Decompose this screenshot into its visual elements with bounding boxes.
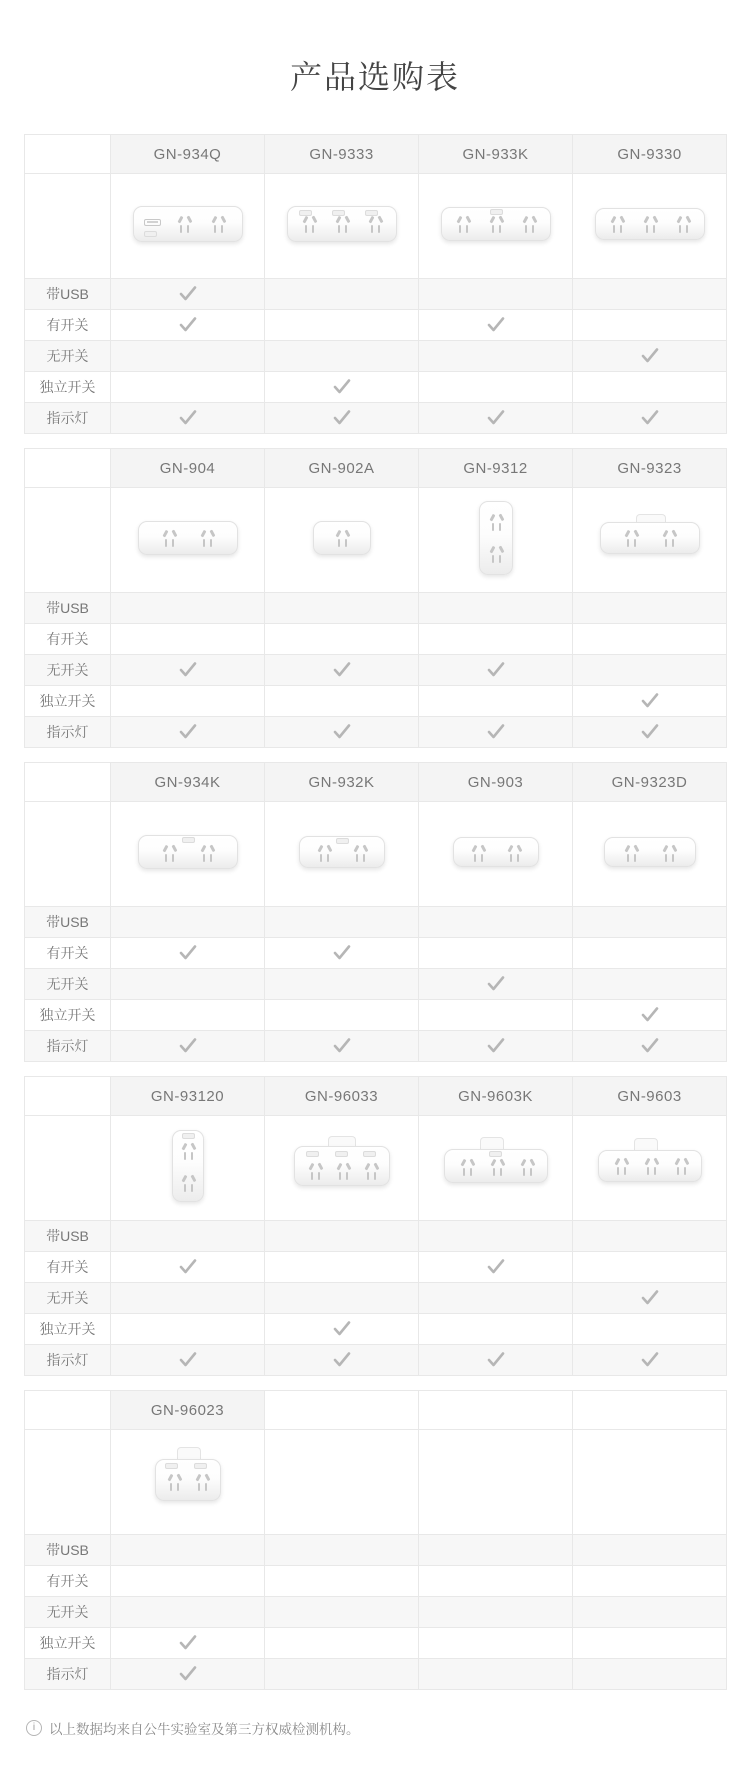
corner-cell xyxy=(25,1116,111,1221)
check-icon xyxy=(178,1257,198,1277)
feature-mark xyxy=(419,1566,573,1597)
feature-row xyxy=(25,1345,727,1376)
feature-row xyxy=(25,969,727,1000)
feature-mark xyxy=(265,624,419,655)
feature-row xyxy=(25,1535,727,1566)
corner-cell xyxy=(25,763,111,802)
feature-row xyxy=(25,372,727,403)
model-header-row xyxy=(25,135,727,174)
feature-row xyxy=(25,1314,727,1345)
feature-label: 指示灯 xyxy=(25,1345,111,1376)
feature-label: 有开关 xyxy=(25,1252,111,1283)
product-image-gn-9323d xyxy=(573,802,727,907)
check-icon xyxy=(332,1350,352,1370)
model-header-row xyxy=(25,449,727,488)
model-name: GN-9312 xyxy=(419,449,573,488)
feature-mark xyxy=(265,310,419,341)
feature-mark xyxy=(573,279,727,310)
spec-table-group-1 xyxy=(24,134,727,434)
feature-mark xyxy=(573,1535,727,1566)
check-icon xyxy=(640,691,660,711)
feature-mark xyxy=(573,372,727,403)
model-name: GN-96033 xyxy=(265,1077,419,1116)
product-image-row xyxy=(25,488,727,593)
feature-mark xyxy=(265,1221,419,1252)
model-header-row xyxy=(25,1077,727,1116)
feature-row xyxy=(25,279,727,310)
feature-mark xyxy=(419,1031,573,1062)
socket-illustration xyxy=(441,207,551,241)
product-image-gn-9333 xyxy=(265,174,419,279)
socket-illustration xyxy=(604,837,696,867)
feature-mark xyxy=(573,403,727,434)
product-image-gn-903 xyxy=(419,802,573,907)
feature-row xyxy=(25,1283,727,1314)
feature-mark xyxy=(111,593,265,624)
model-name: GN-903 xyxy=(419,763,573,802)
feature-mark xyxy=(111,1659,265,1690)
feature-row xyxy=(25,907,727,938)
socket-illustration xyxy=(294,1146,390,1186)
feature-mark xyxy=(265,1566,419,1597)
check-icon xyxy=(332,660,352,680)
product-image-gn-9330 xyxy=(573,174,727,279)
feature-mark xyxy=(111,1345,265,1376)
check-icon xyxy=(332,1319,352,1339)
model-name: GN-93120 xyxy=(111,1077,265,1116)
check-icon xyxy=(640,1036,660,1056)
spec-table-group-5 xyxy=(24,1390,727,1690)
feature-mark xyxy=(573,593,727,624)
feature-label: 带USB xyxy=(25,593,111,624)
model-name: GN-902A xyxy=(265,449,419,488)
feature-mark xyxy=(419,1659,573,1690)
feature-label: 有开关 xyxy=(25,310,111,341)
check-icon xyxy=(640,1350,660,1370)
feature-row xyxy=(25,341,727,372)
check-icon xyxy=(486,974,506,994)
feature-mark xyxy=(573,1221,727,1252)
feature-mark xyxy=(265,686,419,717)
feature-mark xyxy=(419,1345,573,1376)
model-header-row xyxy=(25,1391,727,1430)
feature-mark xyxy=(419,1000,573,1031)
feature-mark xyxy=(111,1535,265,1566)
product-image-gn-9323 xyxy=(573,488,727,593)
product-image-gn-933k xyxy=(419,174,573,279)
feature-label: 无开关 xyxy=(25,655,111,686)
check-icon xyxy=(332,943,352,963)
feature-mark xyxy=(265,907,419,938)
feature-mark xyxy=(419,717,573,748)
feature-row xyxy=(25,1566,727,1597)
feature-mark xyxy=(573,938,727,969)
feature-mark xyxy=(265,1314,419,1345)
feature-mark xyxy=(573,1283,727,1314)
feature-label: 有开关 xyxy=(25,624,111,655)
model-name: GN-934Q xyxy=(111,135,265,174)
feature-row xyxy=(25,717,727,748)
check-icon xyxy=(178,284,198,304)
feature-mark xyxy=(419,655,573,686)
feature-label: 指示灯 xyxy=(25,1031,111,1062)
feature-row xyxy=(25,624,727,655)
feature-mark xyxy=(111,1031,265,1062)
product-image-gn-9312 xyxy=(419,488,573,593)
feature-label: 无开关 xyxy=(25,969,111,1000)
feature-mark xyxy=(419,341,573,372)
feature-mark xyxy=(419,1283,573,1314)
feature-mark xyxy=(111,655,265,686)
model-name: GN-932K xyxy=(265,763,419,802)
check-icon xyxy=(486,1257,506,1277)
feature-mark xyxy=(419,279,573,310)
socket-illustration xyxy=(600,522,700,554)
feature-label: 独立开关 xyxy=(25,686,111,717)
check-icon xyxy=(332,377,352,397)
model-name: GN-904 xyxy=(111,449,265,488)
feature-mark xyxy=(111,1566,265,1597)
feature-mark xyxy=(265,341,419,372)
corner-cell xyxy=(25,449,111,488)
feature-mark xyxy=(419,1597,573,1628)
feature-row xyxy=(25,686,727,717)
feature-label: 独立开关 xyxy=(25,372,111,403)
feature-mark xyxy=(111,403,265,434)
feature-mark xyxy=(419,403,573,434)
feature-mark xyxy=(111,717,265,748)
feature-mark xyxy=(265,717,419,748)
check-icon xyxy=(486,408,506,428)
model-name: GN-9333 xyxy=(265,135,419,174)
footnote-text: 以上数据均来自公牛实验室及第三方权威检测机构。 xyxy=(49,1722,360,1737)
model-name: GN-9603K xyxy=(419,1077,573,1116)
feature-mark xyxy=(265,1535,419,1566)
spec-table-group-3 xyxy=(24,762,727,1062)
spec-table-group-4 xyxy=(24,1076,727,1376)
feature-mark xyxy=(111,310,265,341)
socket-illustration xyxy=(138,521,238,555)
feature-mark xyxy=(573,686,727,717)
feature-mark xyxy=(573,624,727,655)
empty-cell xyxy=(419,1430,573,1535)
feature-mark xyxy=(419,372,573,403)
feature-mark xyxy=(573,717,727,748)
socket-illustration xyxy=(444,1149,548,1183)
product-image-row xyxy=(25,1430,727,1535)
feature-mark xyxy=(419,1314,573,1345)
feature-mark xyxy=(265,938,419,969)
feature-mark xyxy=(419,686,573,717)
model-header-row xyxy=(25,763,727,802)
info-icon: i xyxy=(26,1720,42,1736)
feature-mark xyxy=(265,593,419,624)
socket-illustration xyxy=(155,1459,221,1501)
check-icon xyxy=(332,1036,352,1056)
feature-mark xyxy=(573,1628,727,1659)
feature-label: 无开关 xyxy=(25,1597,111,1628)
check-icon xyxy=(178,660,198,680)
check-icon xyxy=(486,660,506,680)
feature-mark xyxy=(573,1345,727,1376)
model-name: GN-933K xyxy=(419,135,573,174)
feature-label: 带USB xyxy=(25,279,111,310)
socket-illustration xyxy=(133,206,243,242)
check-icon xyxy=(178,943,198,963)
feature-mark xyxy=(419,969,573,1000)
feature-mark xyxy=(111,624,265,655)
feature-mark xyxy=(419,1221,573,1252)
check-icon xyxy=(486,722,506,742)
feature-mark xyxy=(265,1031,419,1062)
model-name-empty xyxy=(419,1391,573,1430)
feature-row xyxy=(25,1597,727,1628)
feature-label: 带USB xyxy=(25,1535,111,1566)
corner-cell xyxy=(25,488,111,593)
feature-label: 带USB xyxy=(25,1221,111,1252)
model-name: GN-9603 xyxy=(573,1077,727,1116)
product-image-row xyxy=(25,174,727,279)
check-icon xyxy=(178,315,198,335)
feature-row xyxy=(25,655,727,686)
feature-row xyxy=(25,1000,727,1031)
feature-mark xyxy=(419,938,573,969)
check-icon xyxy=(332,408,352,428)
feature-label: 有开关 xyxy=(25,938,111,969)
product-image-gn-934k xyxy=(111,802,265,907)
product-image-gn-9603 xyxy=(573,1116,727,1221)
feature-mark xyxy=(111,1597,265,1628)
feature-mark xyxy=(573,1659,727,1690)
check-icon xyxy=(486,1350,506,1370)
product-image-gn-934q xyxy=(111,174,265,279)
feature-row xyxy=(25,1659,727,1690)
feature-mark xyxy=(265,279,419,310)
feature-mark xyxy=(573,1597,727,1628)
feature-mark xyxy=(573,310,727,341)
feature-mark xyxy=(265,1659,419,1690)
feature-mark xyxy=(265,1283,419,1314)
model-name: GN-96023 xyxy=(111,1391,265,1430)
feature-mark xyxy=(265,1345,419,1376)
feature-row xyxy=(25,1252,727,1283)
product-image-gn-96023 xyxy=(111,1430,265,1535)
feature-mark xyxy=(111,1221,265,1252)
check-icon xyxy=(178,1633,198,1653)
feature-mark xyxy=(573,1000,727,1031)
feature-label: 无开关 xyxy=(25,341,111,372)
feature-mark xyxy=(111,1000,265,1031)
feature-label: 带USB xyxy=(25,907,111,938)
feature-label: 独立开关 xyxy=(25,1628,111,1659)
feature-row xyxy=(25,593,727,624)
feature-mark xyxy=(265,1000,419,1031)
corner-cell xyxy=(25,1077,111,1116)
socket-illustration xyxy=(479,501,513,575)
product-image-gn-932k xyxy=(265,802,419,907)
check-icon xyxy=(640,408,660,428)
feature-mark xyxy=(111,1252,265,1283)
feature-mark xyxy=(573,1031,727,1062)
feature-mark xyxy=(419,310,573,341)
product-image-row xyxy=(25,802,727,907)
empty-cell xyxy=(573,1430,727,1535)
feature-mark xyxy=(111,372,265,403)
product-image-gn-96033 xyxy=(265,1116,419,1221)
socket-illustration xyxy=(313,521,371,555)
feature-mark xyxy=(419,624,573,655)
model-name: GN-9323D xyxy=(573,763,727,802)
check-icon xyxy=(332,722,352,742)
feature-mark xyxy=(111,969,265,1000)
feature-label: 指示灯 xyxy=(25,1659,111,1690)
feature-label: 指示灯 xyxy=(25,717,111,748)
feature-mark xyxy=(265,1252,419,1283)
corner-cell xyxy=(25,802,111,907)
feature-mark xyxy=(573,341,727,372)
feature-mark xyxy=(111,686,265,717)
feature-mark xyxy=(419,593,573,624)
socket-illustration xyxy=(453,837,539,867)
feature-mark xyxy=(419,1628,573,1659)
feature-label: 独立开关 xyxy=(25,1314,111,1345)
check-icon xyxy=(178,408,198,428)
feature-mark xyxy=(265,1597,419,1628)
feature-label: 有开关 xyxy=(25,1566,111,1597)
feature-row xyxy=(25,938,727,969)
check-icon xyxy=(486,315,506,335)
page-title: 产品选购表 xyxy=(289,59,460,95)
spec-table-group-2 xyxy=(24,448,727,748)
feature-mark xyxy=(573,1252,727,1283)
socket-illustration xyxy=(287,206,397,242)
socket-illustration xyxy=(598,1150,702,1182)
feature-mark xyxy=(111,938,265,969)
corner-cell xyxy=(25,135,111,174)
feature-mark xyxy=(265,1628,419,1659)
feature-row xyxy=(25,403,727,434)
socket-illustration xyxy=(595,208,705,240)
socket-illustration xyxy=(172,1130,204,1202)
check-icon xyxy=(178,1036,198,1056)
feature-label: 独立开关 xyxy=(25,1000,111,1031)
socket-illustration xyxy=(299,836,385,868)
check-icon xyxy=(640,1288,660,1308)
feature-mark xyxy=(573,1566,727,1597)
feature-mark xyxy=(573,969,727,1000)
corner-cell xyxy=(25,174,111,279)
feature-mark xyxy=(265,969,419,1000)
feature-mark xyxy=(265,655,419,686)
feature-row xyxy=(25,1031,727,1062)
product-image-gn-9603k xyxy=(419,1116,573,1221)
feature-row xyxy=(25,1628,727,1659)
empty-cell xyxy=(265,1430,419,1535)
model-name: GN-9323 xyxy=(573,449,727,488)
feature-row xyxy=(25,1221,727,1252)
product-image-gn-902a xyxy=(265,488,419,593)
product-image-gn-93120 xyxy=(111,1116,265,1221)
check-icon xyxy=(178,1350,198,1370)
feature-row xyxy=(25,310,727,341)
feature-label: 无开关 xyxy=(25,1283,111,1314)
feature-mark xyxy=(573,907,727,938)
feature-mark xyxy=(573,655,727,686)
product-image-row xyxy=(25,1116,727,1221)
feature-mark xyxy=(111,907,265,938)
check-icon xyxy=(486,1036,506,1056)
feature-mark xyxy=(265,403,419,434)
feature-mark xyxy=(111,279,265,310)
footnote xyxy=(0,1704,750,1766)
feature-mark xyxy=(111,1314,265,1345)
model-name: GN-9330 xyxy=(573,135,727,174)
feature-mark xyxy=(111,341,265,372)
check-icon xyxy=(640,346,660,366)
model-name: GN-934K xyxy=(111,763,265,802)
socket-illustration xyxy=(138,835,238,869)
feature-mark xyxy=(265,372,419,403)
feature-mark xyxy=(111,1628,265,1659)
model-name-empty xyxy=(265,1391,419,1430)
corner-cell xyxy=(25,1430,111,1535)
feature-mark xyxy=(419,907,573,938)
check-icon xyxy=(640,722,660,742)
feature-mark xyxy=(419,1535,573,1566)
corner-cell xyxy=(25,1391,111,1430)
feature-mark xyxy=(111,1283,265,1314)
check-icon xyxy=(178,1664,198,1684)
feature-mark xyxy=(573,1314,727,1345)
feature-mark xyxy=(419,1252,573,1283)
feature-label: 指示灯 xyxy=(25,403,111,434)
check-icon xyxy=(178,722,198,742)
model-name-empty xyxy=(573,1391,727,1430)
spec-tables xyxy=(0,134,750,1690)
product-image-gn-904 xyxy=(111,488,265,593)
check-icon xyxy=(640,1005,660,1025)
